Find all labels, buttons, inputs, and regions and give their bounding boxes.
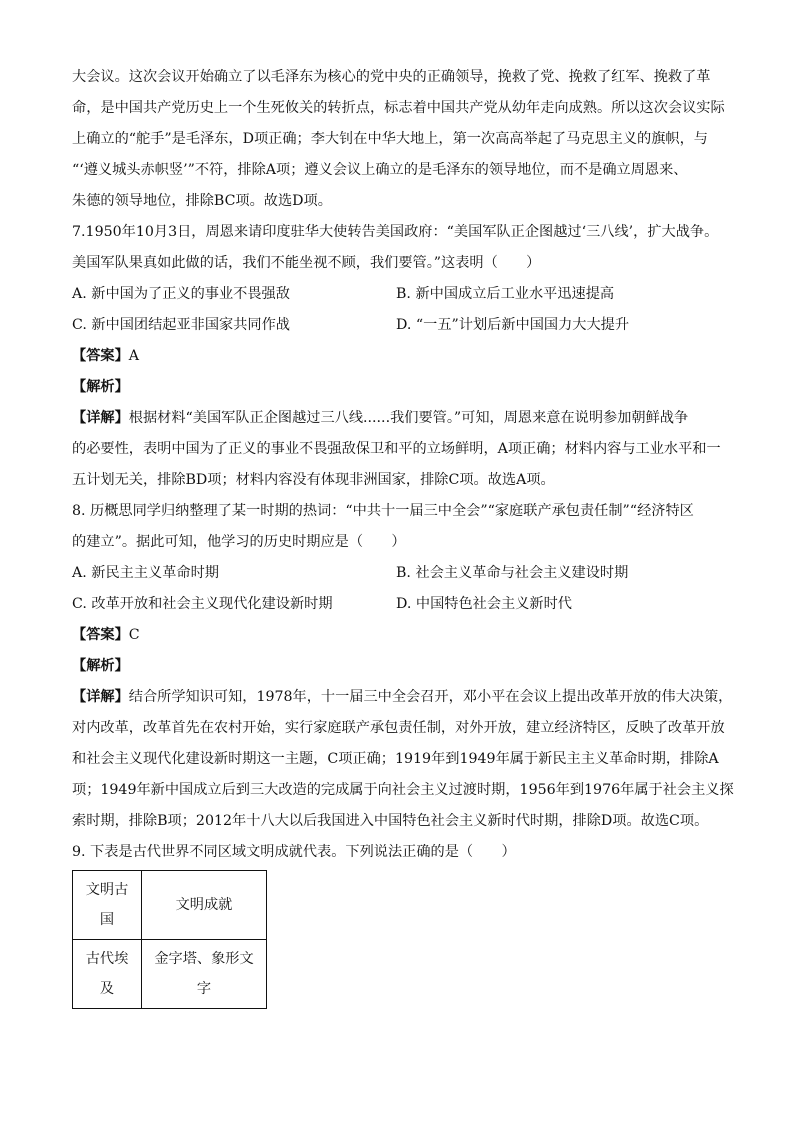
question-7 bbox=[72, 217, 724, 496]
answer-tag: 【答案】 bbox=[72, 348, 129, 364]
analysis-tag: 【解析】 bbox=[72, 379, 129, 395]
text-line: “‘遵义城头赤帜竖’”不符，排除A项；遵义会议上确立的是毛泽东的领导地位，而不是确立周恩来、 bbox=[72, 162, 688, 178]
detail-tag: 【详解】 bbox=[72, 410, 129, 426]
answer-tag: 【答案】 bbox=[72, 627, 129, 643]
answer-value: A bbox=[128, 348, 140, 364]
analysis-tag: 【解析】 bbox=[72, 658, 129, 674]
question-stem: 美国军队果真如此做的话，我们不能坐视不顾，我们要管。”这表明（ ） bbox=[72, 255, 541, 271]
detail-line: 的必要性，表明中国为了正义的事业不畏强敌保卫和平的立场鲜明，A项正确；材料内容与工业水平和一 bbox=[72, 441, 721, 457]
question-stem: 9. 下表是古代世界不同区域文明成就代表。下列说法正确的是（ ） bbox=[72, 844, 516, 860]
question-stem: 8. 历概思同学归纳整理了某一时期的热词：“中共十一届三中全会”“家庭联产承包责任制”“经济特区 bbox=[72, 503, 694, 519]
table-cell: 古代埃及 bbox=[73, 940, 142, 1009]
option-a: A. 新民主主义革命时期 bbox=[72, 565, 219, 581]
detail-tag: 【详解】 bbox=[72, 689, 129, 705]
detail-line: 索时期，排除B项；2012年十八大以后我国进入中国特色社会主义新时代时期，排除D项。故选C项。 bbox=[72, 813, 709, 829]
question-stem: 的建立”。据此可知，他学习的历史时期应是（ ） bbox=[72, 534, 406, 550]
option-d: D. 中国特色社会主义新时代 bbox=[396, 596, 572, 612]
analysis-line bbox=[72, 651, 724, 682]
exam-page bbox=[72, 62, 734, 1009]
answer-line bbox=[72, 341, 724, 372]
table-row bbox=[73, 940, 267, 1009]
answer-value: C bbox=[128, 627, 140, 643]
option-a: A. 新中国为了正义的事业不畏强敌 bbox=[72, 286, 290, 302]
detail-line bbox=[72, 682, 733, 713]
option-c: C. 改革开放和社会主义现代化建设新时期 bbox=[72, 596, 333, 612]
detail-line: 五计划无关，排除BD项；材料内容没有体现非洲国家，排除C项。故选A项。 bbox=[72, 472, 555, 488]
analysis-line bbox=[72, 372, 724, 403]
detail-text: 根据材料“美国军队正企图越过三八线......我们要管。”可知，周恩来意在说明参加朝鲜战争 bbox=[128, 410, 689, 426]
option-b: B. 新中国成立后工业水平迅速提高 bbox=[396, 286, 615, 302]
detail-text: 结合所学知识可知，1978年，十一届三中全会召开，邓小平在会议上提出改革开放的伟大决策， bbox=[128, 689, 733, 705]
detail-line: 和社会主义现代化建设新时期这一主题，C项正确；1919年到1949年属于新民主主义革命时期，排除A bbox=[72, 751, 719, 767]
detail-line bbox=[72, 403, 724, 434]
table-header-row bbox=[73, 871, 267, 940]
answer-line bbox=[72, 620, 724, 651]
text-line: 命，是中国共产党历史上一个生死攸关的转折点，标志着中国共产党从幼年走向成熟。所以这次会议实际 bbox=[72, 100, 725, 116]
question-stem: 7.1950年10月3日，周恩来请印度驻华大使转告美国政府：“美国军队正企图越过‘三八线’，扩大战争。 bbox=[72, 224, 719, 240]
civilization-table bbox=[72, 870, 267, 1009]
options-row bbox=[72, 310, 724, 341]
option-c: C. 新中国团结起亚非国家共同作战 bbox=[72, 317, 290, 333]
table-cell: 金字塔、象形文字 bbox=[142, 940, 267, 1009]
table-header-cell: 文明成就 bbox=[142, 871, 267, 940]
options-row bbox=[72, 279, 724, 310]
question-8 bbox=[72, 496, 734, 837]
detail-line: 对内改革，改革首先在农村开始，实行家庭联产承包责任制，对外开放，建立经济特区，反映了改革开放 bbox=[72, 720, 725, 736]
text-line: 朱德的领导地位，排除BC项。故选D项。 bbox=[72, 193, 332, 209]
options-row bbox=[72, 558, 724, 589]
option-d: D. “一五”计划后新中国国力大大提升 bbox=[396, 317, 630, 333]
table-header-cell: 文明古国 bbox=[73, 871, 142, 940]
options-row bbox=[72, 589, 724, 620]
question-9 bbox=[72, 837, 724, 1009]
prev-explanation bbox=[72, 62, 724, 217]
option-b: B. 社会主义革命与社会主义建设时期 bbox=[396, 565, 629, 581]
text-line: 上确立的“舵手”是毛泽东，D项正确；李大钊在中华大地上，第一次高高举起了马克思主义的旗帜，与 bbox=[72, 131, 708, 147]
detail-line: 项；1949年新中国成立后到三大改造的完成属于向社会主义过渡时期，1956年到1976年属于社会主义探 bbox=[72, 782, 734, 798]
text-line: 大会议。这次会议开始确立了以毛泽东为核心的党中央的正确领导，挽救了党、挽救了红军、挽救了革 bbox=[72, 69, 711, 85]
